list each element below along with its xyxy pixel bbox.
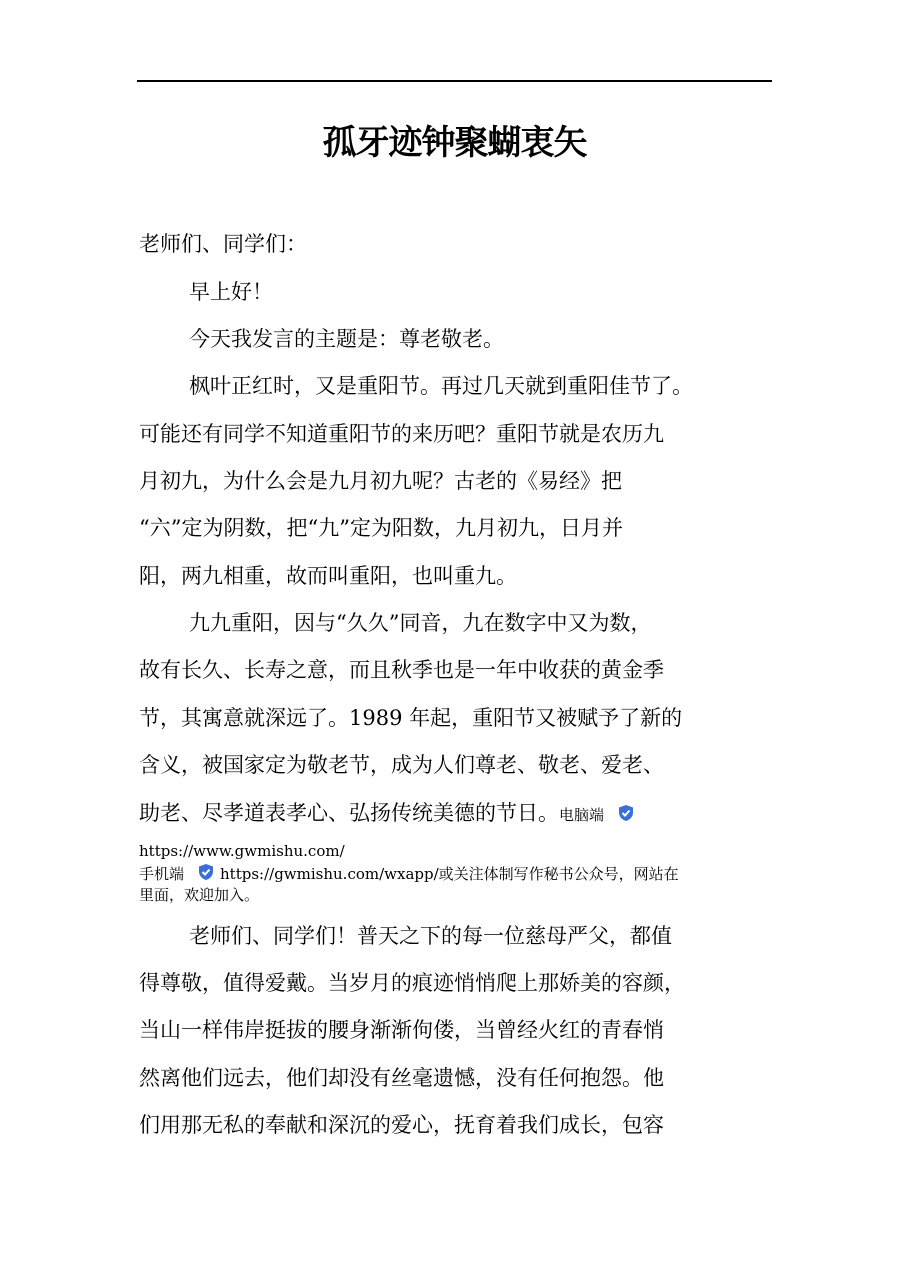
paragraph-line: 含义，被国家定为敬老节，成为人们尊老、敬老、爱老、 [139,753,664,777]
mobile-promo-line-2: 里面，欢迎加入。 [139,886,260,904]
paragraph-line: 然离他们远去，他们却没有丝毫遗憾，没有任何抱怨。他 [139,1066,664,1090]
shield-check-icon [618,801,634,819]
pc-url[interactable]: https://www.gwmishu.com/ [139,842,345,860]
paragraph-line: 今天我发言的主题是：尊老敬老。 [189,327,504,351]
paragraph-line: “六”定为阴数，把“九”定为阳数，九月初九，日月并 [139,516,623,540]
paragraph-line: 月初九，为什么会是九月初九呢？古老的《易经》把 [139,469,622,493]
paragraph-line: 们用那无私的奉献和深沉的爱心，抚育着我们成长，包容 [139,1113,664,1137]
greeting: 老师们、同学们： [139,232,307,256]
shield-check-icon [198,863,214,881]
paragraph-line: 当山一样伟岸挺拔的腰身渐渐佝偻，当曾经火红的青春悄 [139,1018,664,1042]
paragraph-line: 枫叶正红时，又是重阳节。再过几天就到重阳佳节了。 [189,374,693,398]
paragraph-line-with-pc-link [139,799,640,829]
paragraph-line: 节，其寓意就深远了。1989 年起，重阳节又被赋予了新的 [139,706,683,730]
paragraph-line: 九九重阳，因与“久久”同音，九在数字中又为数， [189,611,652,635]
top-rule [137,80,772,82]
paragraph-line: 早上好！ [189,280,273,304]
mobile-url-text[interactable]: https://gwmishu.com/wxapp/或关注体制写作秘书公众号，网站在 [220,865,679,883]
paragraph-text: 助老、尽孝道表孝心、弘扬传统美德的节日。 [139,801,559,825]
mobile-promo-line [139,863,679,884]
paragraph-line: 可能还有同学不知道重阳节的来历吧？重阳节就是农历九 [139,422,664,446]
document-title: 孤牙迹钟聚蝴衷矢 [322,123,587,163]
paragraph-line: 老师们、同学们！普天之下的每一位慈母严父，都值 [189,924,672,948]
pc-label: 电脑端 [559,806,605,824]
paragraph-line: 阳，两九相重，故而叫重阳，也叫重九。 [139,564,517,588]
paragraph-line: 得尊敬，值得爱戴。当岁月的痕迹悄悄爬上那娇美的容颜， [139,971,685,995]
mobile-label: 手机端 [139,865,185,883]
paragraph-line: 故有长久、长寿之意，而且秋季也是一年中收获的黄金季 [139,658,664,682]
